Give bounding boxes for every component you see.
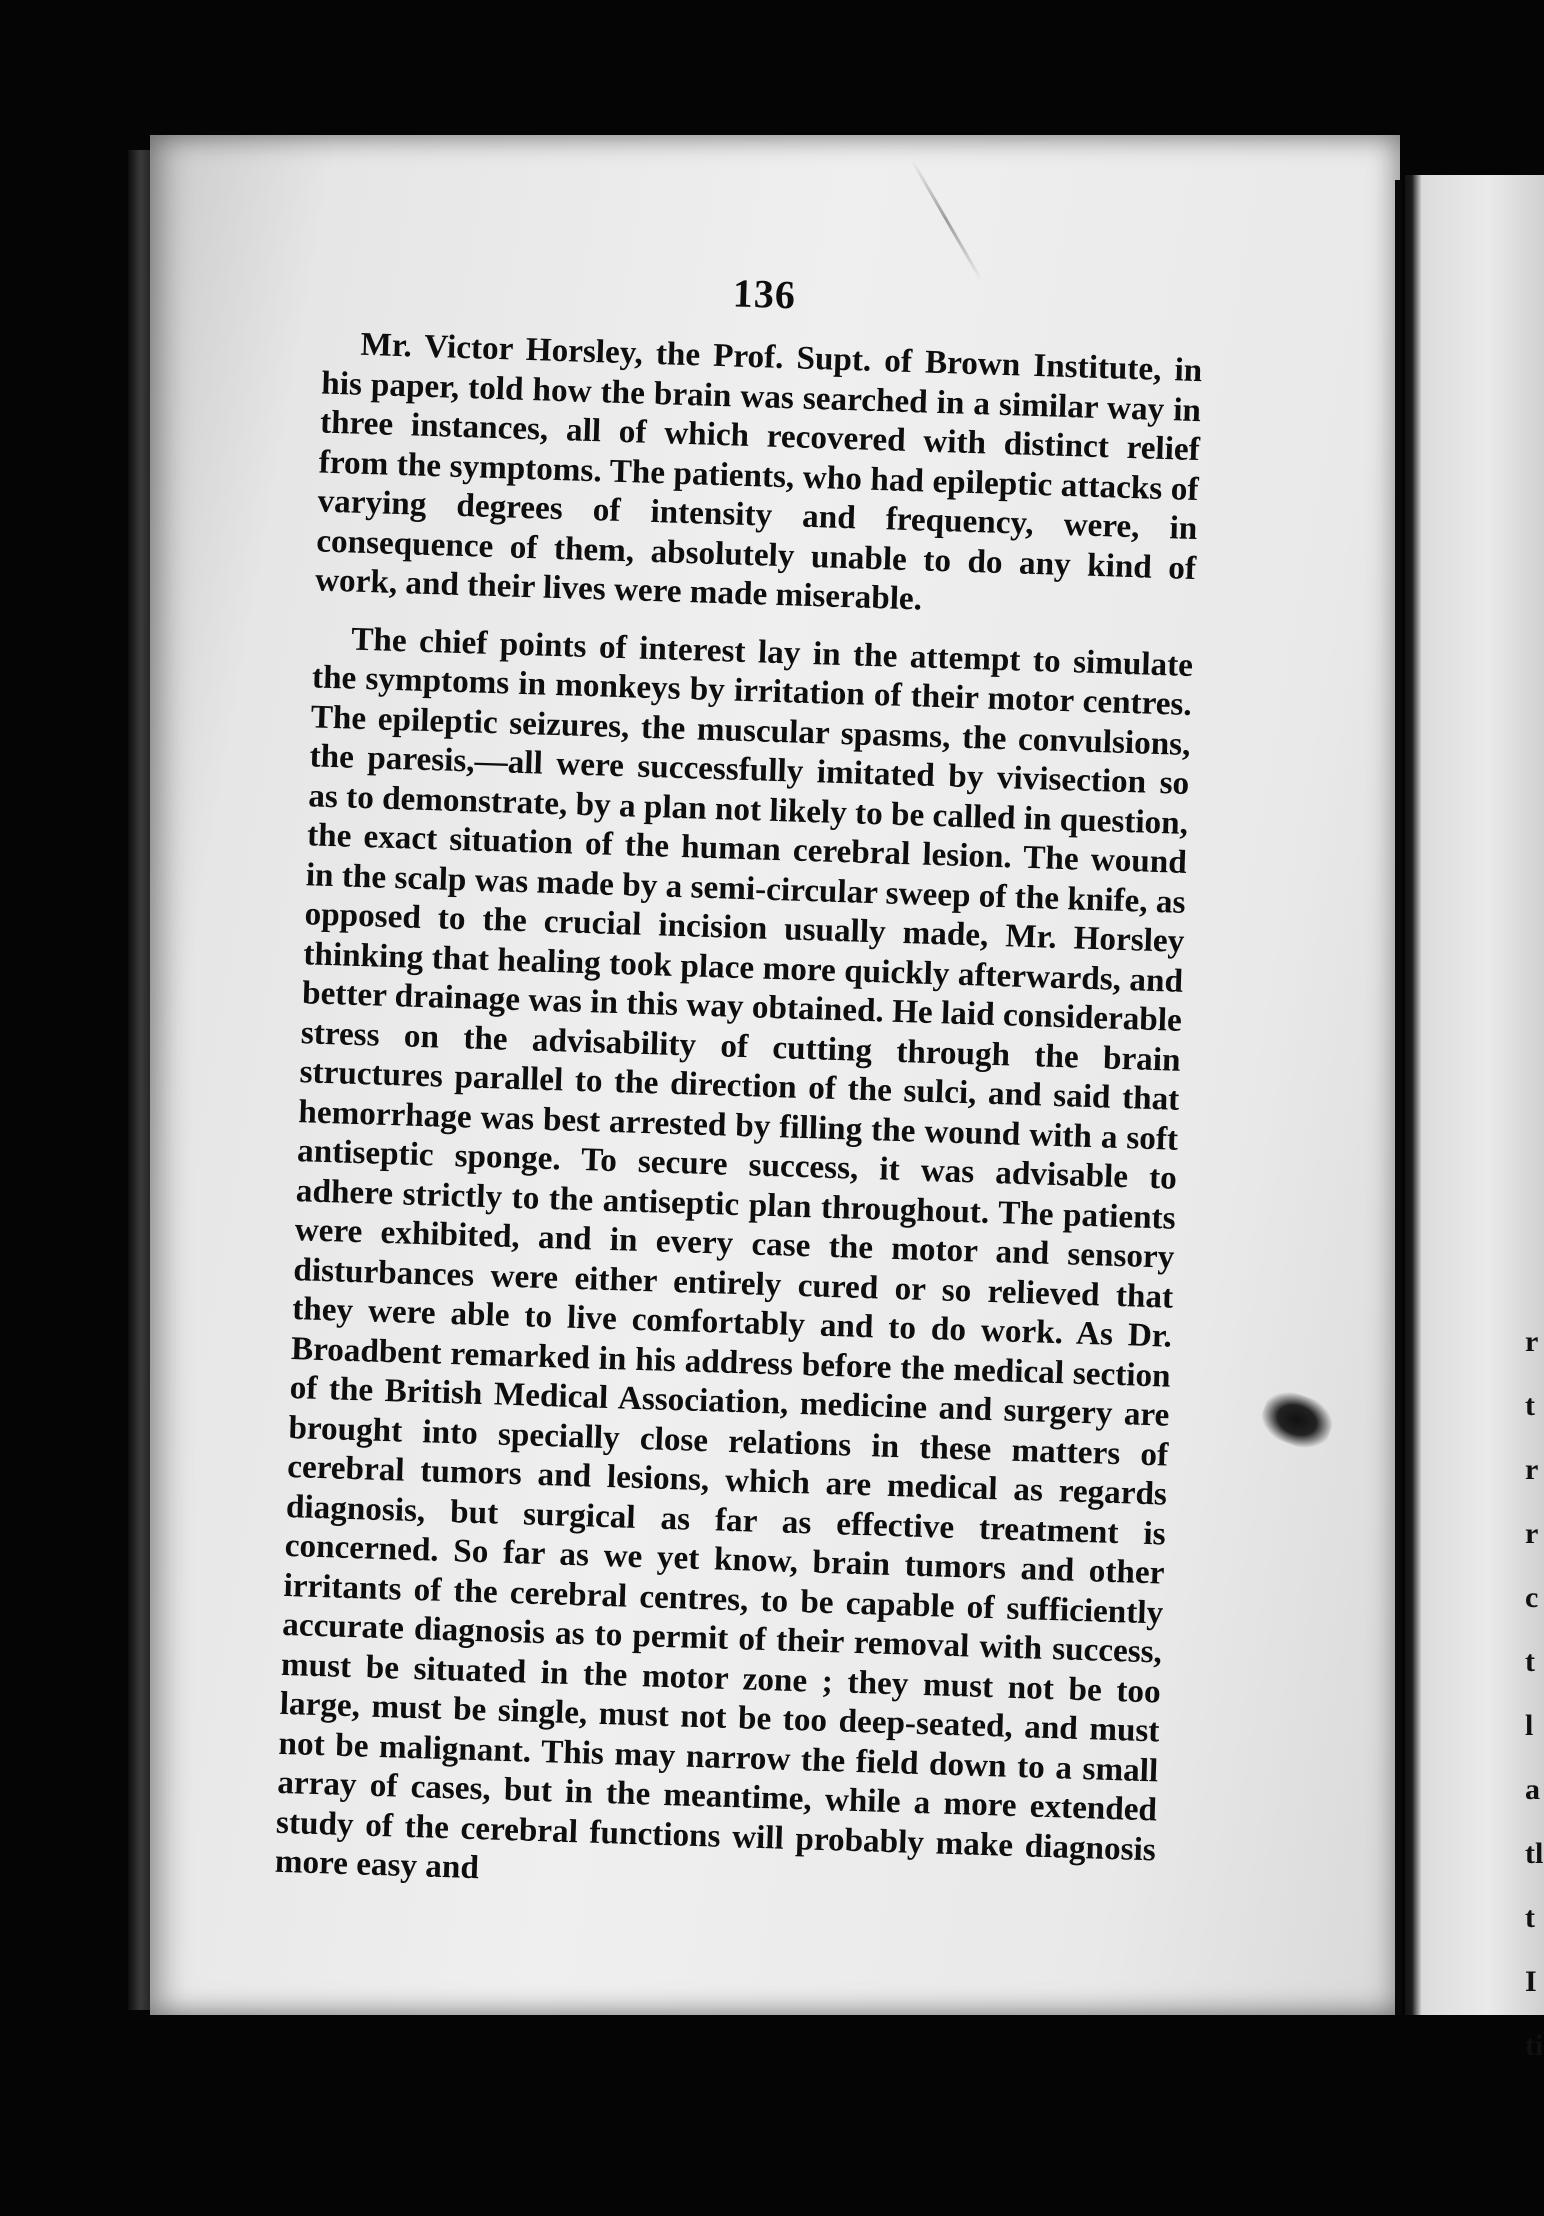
page-number: 136 <box>732 270 797 318</box>
fragment: I <box>1525 1965 1537 1998</box>
fragment: c <box>1525 1581 1539 1614</box>
fragment: r <box>1525 1453 1539 1486</box>
paragraph: The chief points of interest lay in the attempt to simulate the symptoms in monkeys by irritation of their motor centres. The epileptic seizures, the muscular spasms, the convulsions, the paresis,—all were successfully imitated by vivisection so as to demonstrate, by a plan not likely to be called in question, the exact situation of the human cerebral lesion. The wound in the scalp was made by a semi-circular sweep of the knife, as opposed to the crucial incision usually made, Mr. Horsley thinking that healing took place more quickly afterwards, and better drainage was in this way obtained. He laid considerable stress on the advisability of cutting through the brain structures parallel to the direction of the sulci, and said that hemorrhage was best arrested by filling the wound with a soft antiseptic sponge. To secure success, it was advisable to adhere strictly to the antiseptic plan throughout. The patients were exhibited, and in every case the motor and sensory disturbances were either entirely cured or so relieved that they were able to live comfortably and to do work. As Dr. Broadbent remarked in his address before the medical section of the British Medical Association, medicine and surgery are brought into specially close relations in these matters of cerebral tumors and lesions, which are medical as regards diagnosis, but surgical as far as effective treatment is concerned. So far as we yet know, brain tumors and other irritants of the cerebral centres, to be capable of sufficiently accurate diagnosis as to permit of their removal with success, must be situated in the motor zone ; they must not be too large, must be single, must not be too deep-seated, and must not be malignant. This may narrow the field down to a small array of cases, but in the meantime, while a more extended study of the cerebral functions will probably make diagnosis more easy and <box>274 620 1194 1887</box>
fragment: ti <box>1525 2029 1544 2062</box>
fragment: t <box>1525 1645 1535 1678</box>
fragment: l <box>1525 1709 1534 1742</box>
page-gutter <box>1395 180 1401 2015</box>
fragment: tl <box>1525 1837 1544 1870</box>
facing-page-text-fragments <box>1525 1310 1544 2078</box>
fragment: t <box>1525 1389 1535 1422</box>
page-content <box>274 257 1204 1904</box>
fragment: r <box>1525 1325 1539 1358</box>
fragment: r <box>1525 1517 1539 1550</box>
fragment: a <box>1525 1773 1540 1806</box>
paragraph: Mr. Victor Horsley, the Prof. Supt. of Brown Institute, in his paper, told how the brain was searched in a similar way in three instances, all of which recovered with distinct relief from the symptoms. The patients, who had epileptic attacks of varying degrees of intensity and frequency, were, in consequence of them, absolutely unable to do any kind of work, and their lives were made miserable. <box>314 325 1203 618</box>
fragment: t <box>1525 1901 1535 1934</box>
facing-page-edge <box>1405 175 1544 2015</box>
